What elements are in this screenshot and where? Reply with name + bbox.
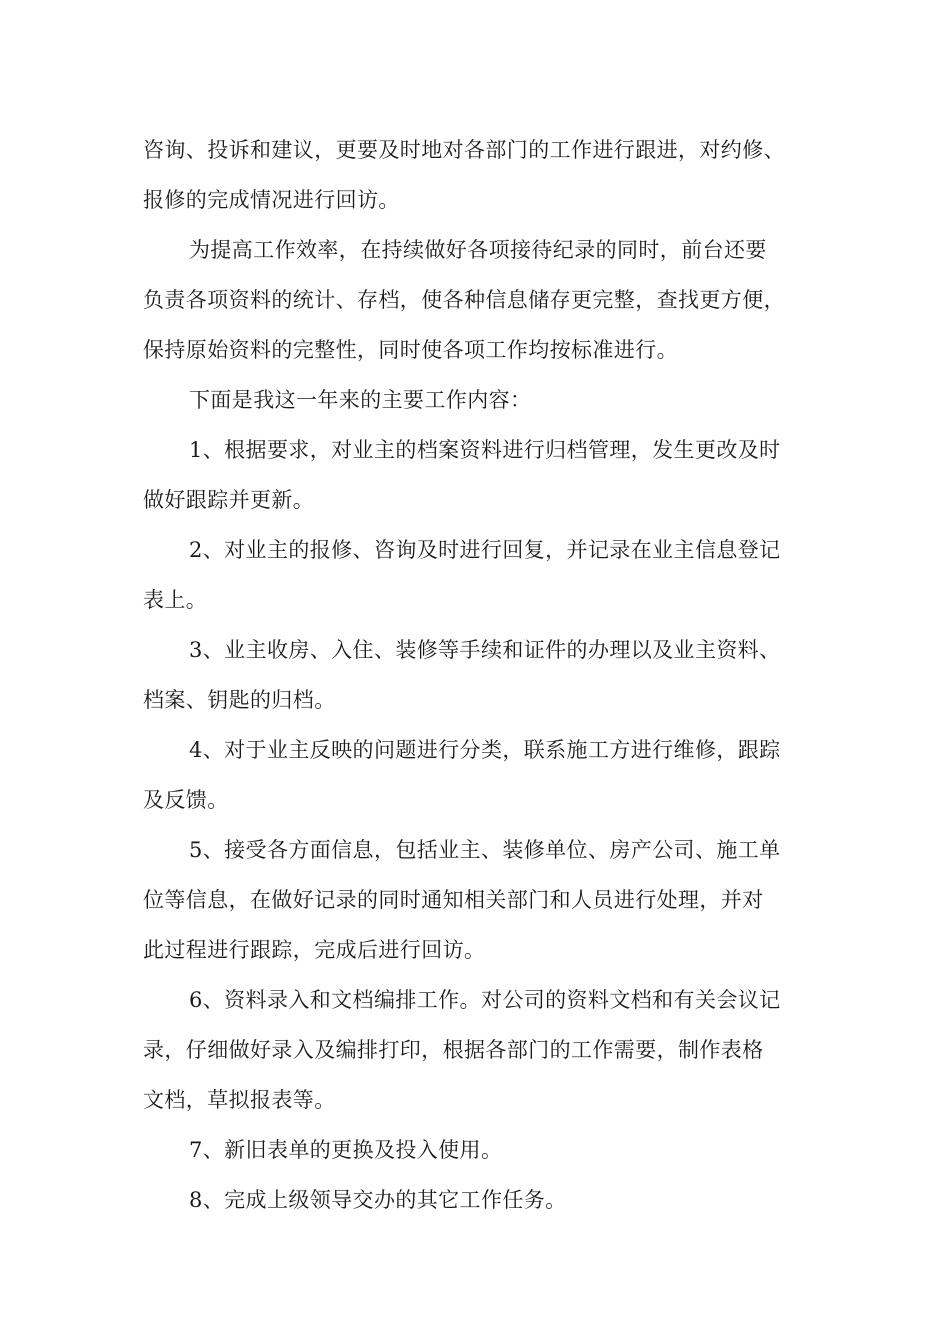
list-item-1-line: 做好跟踪并更新。: [143, 488, 315, 512]
list-item-1-line: 1、根据要求，对业主的档案资料进行归档管理，发生更改及时: [189, 438, 781, 462]
list-item-6-line: 文档，草拟报表等。: [143, 1088, 336, 1112]
text-line: 报修的完成情况进行回访。: [143, 188, 400, 212]
list-item-2-line: 2、对业主的报修、咨询及时进行回复，并记录在业主信息登记: [189, 538, 781, 562]
list-item-4-line: 及反馈。: [143, 788, 229, 812]
list-item-2-line: 表上。: [143, 588, 208, 612]
text-line: 负责各项资料的统计、存档，使各种信息储存更完整，查找更方便，: [143, 288, 785, 312]
list-item-3-line: 档案、钥匙的归档。: [143, 688, 336, 712]
list-item-8-line: 8、完成上级领导交办的其它工作任务。: [189, 1188, 567, 1212]
list-item-4-line: 4、对于业主反映的问题进行分类，联系施工方进行维修，跟踪: [189, 738, 781, 762]
list-item-5-line: 此过程进行跟踪，完成后进行回访。: [143, 938, 486, 962]
list-item-7-line: 7、新旧表单的更换及投入使用。: [189, 1138, 503, 1162]
text-line: 保持原始资料的完整性，同时使各项工作均按标准进行。: [143, 338, 678, 362]
paragraph-first-line: 为提高工作效率，在持续做好各项接待纪录的同时，前台还要: [189, 238, 767, 262]
list-item-5-line: 位等信息，在做好记录的同时通知相关部门和人员进行处理，并对: [143, 888, 764, 912]
list-item-3-line: 3、业主收房、入住、装修等手续和证件的办理以及业主资料、: [189, 638, 781, 662]
list-item-6-line: 录，仔细做好录入及编排打印，根据各部门的工作需要，制作表格: [143, 1038, 764, 1062]
paragraph-first-line: 下面是我这一年来的主要工作内容：: [189, 388, 532, 412]
list-item-6-line: 6、资料录入和文档编排工作。对公司的资料文档和有关会议记: [189, 988, 781, 1012]
list-item-5-line: 5、接受各方面信息，包括业主、装修单位、房产公司、施工单: [189, 838, 781, 862]
text-line: 咨询、投诉和建议，更要及时地对各部门的工作进行跟进，对约修、: [143, 138, 785, 162]
